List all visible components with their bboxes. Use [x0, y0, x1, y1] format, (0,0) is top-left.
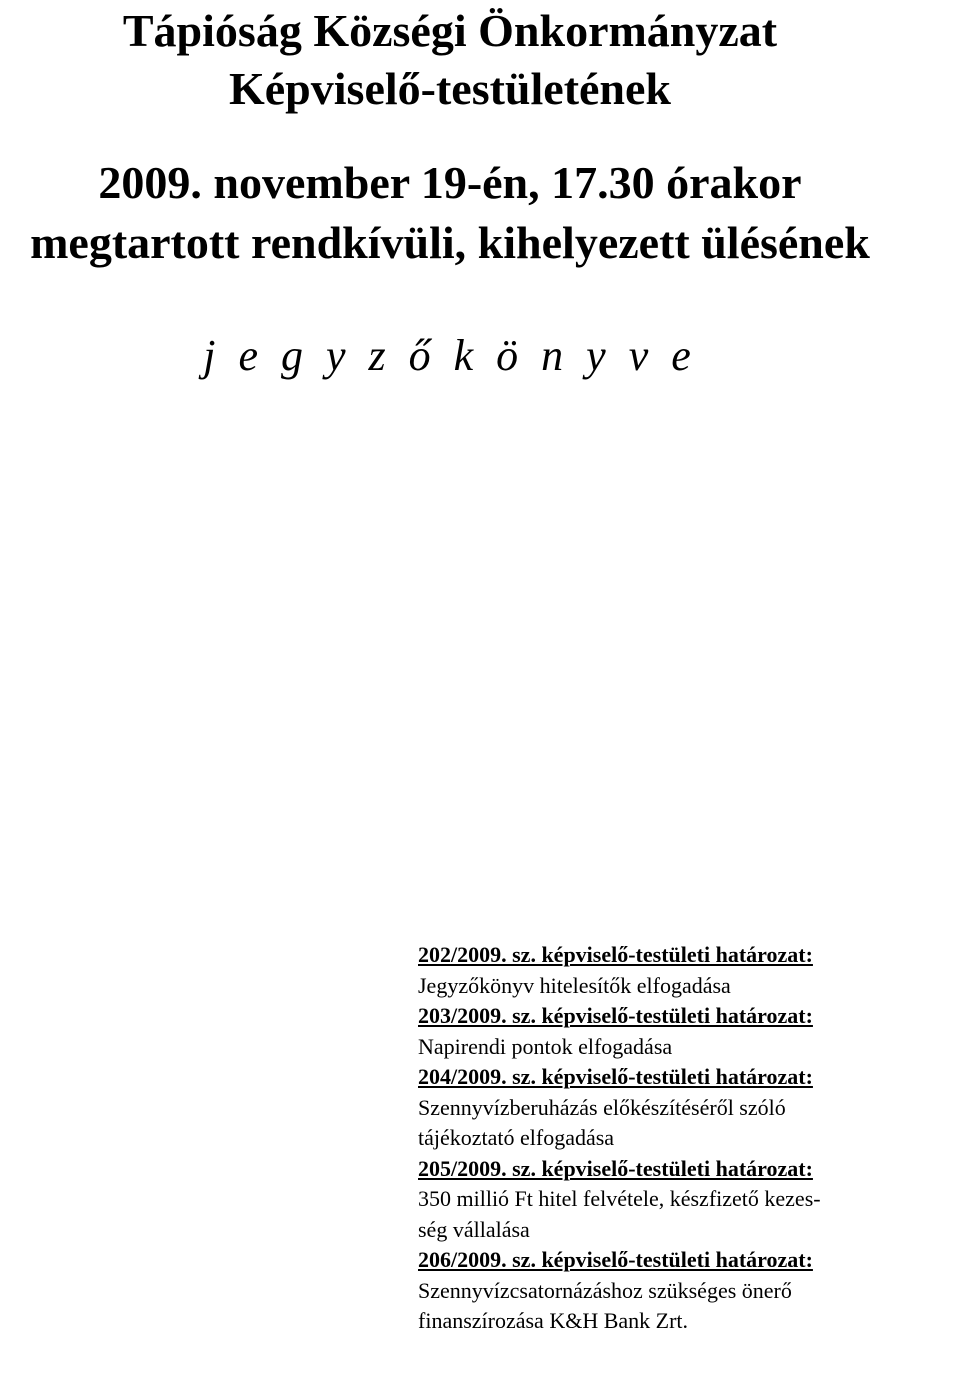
resolution-subject [418, 1032, 958, 1063]
title-line-body: Képviselő-testületének [228, 63, 672, 114]
resolution-subject-line: ség vállalása [418, 1216, 530, 1242]
resolution-subject-line: Jegyzőkönyv hitelesítők elfogadása [418, 972, 731, 998]
resolution-subject-line: tájékoztató elfogadása [418, 1125, 615, 1150]
resolution-subject [418, 1276, 958, 1337]
resolution-subject-line: finanszírozása K&H Bank Zrt. [418, 1308, 689, 1333]
resolution-item [418, 940, 958, 1001]
title-line-date: 2009. november 19-én, 17.30 órakor [98, 157, 802, 208]
resolution-heading: 203/2009. sz. képviselő-testületi határozat: [418, 1003, 813, 1028]
title-doc-type: j e g y z ő k ö n y v e [203, 331, 697, 380]
resolution-subject [418, 971, 958, 1002]
resolution-item [418, 1062, 958, 1154]
resolution-item [418, 1245, 958, 1337]
title-line-session: megtartott rendkívüli, kihelyezett ülésének [30, 217, 870, 268]
title-line-municipality: Tápióság Községi Önkormányzat [122, 5, 778, 56]
resolution-subject-line: Szennyvízberuházás előkészítéséről szóló [418, 1094, 786, 1120]
resolutions-list [418, 940, 958, 1337]
resolution-heading: 204/2009. sz. képviselő-testületi határozat: [418, 1064, 813, 1089]
resolution-subject [418, 1184, 958, 1245]
resolution-heading: 206/2009. sz. képviselő-testületi határozat: [418, 1247, 813, 1272]
resolution-subject-line: 350 millió Ft hitel felvétele, készfizető kezes- [418, 1186, 821, 1211]
resolution-heading: 202/2009. sz. képviselő-testületi határozat: [418, 942, 813, 967]
resolution-heading: 205/2009. sz. képviselő-testületi határozat: [418, 1155, 813, 1181]
resolution-subject-line: Napirendi pontok elfogadása [418, 1033, 673, 1059]
resolution-item [418, 1154, 958, 1246]
resolution-item [418, 1001, 958, 1062]
resolution-subject-line: Szennyvízcsatornázáshoz szükséges önerő [418, 1277, 792, 1303]
resolution-subject [418, 1093, 958, 1154]
